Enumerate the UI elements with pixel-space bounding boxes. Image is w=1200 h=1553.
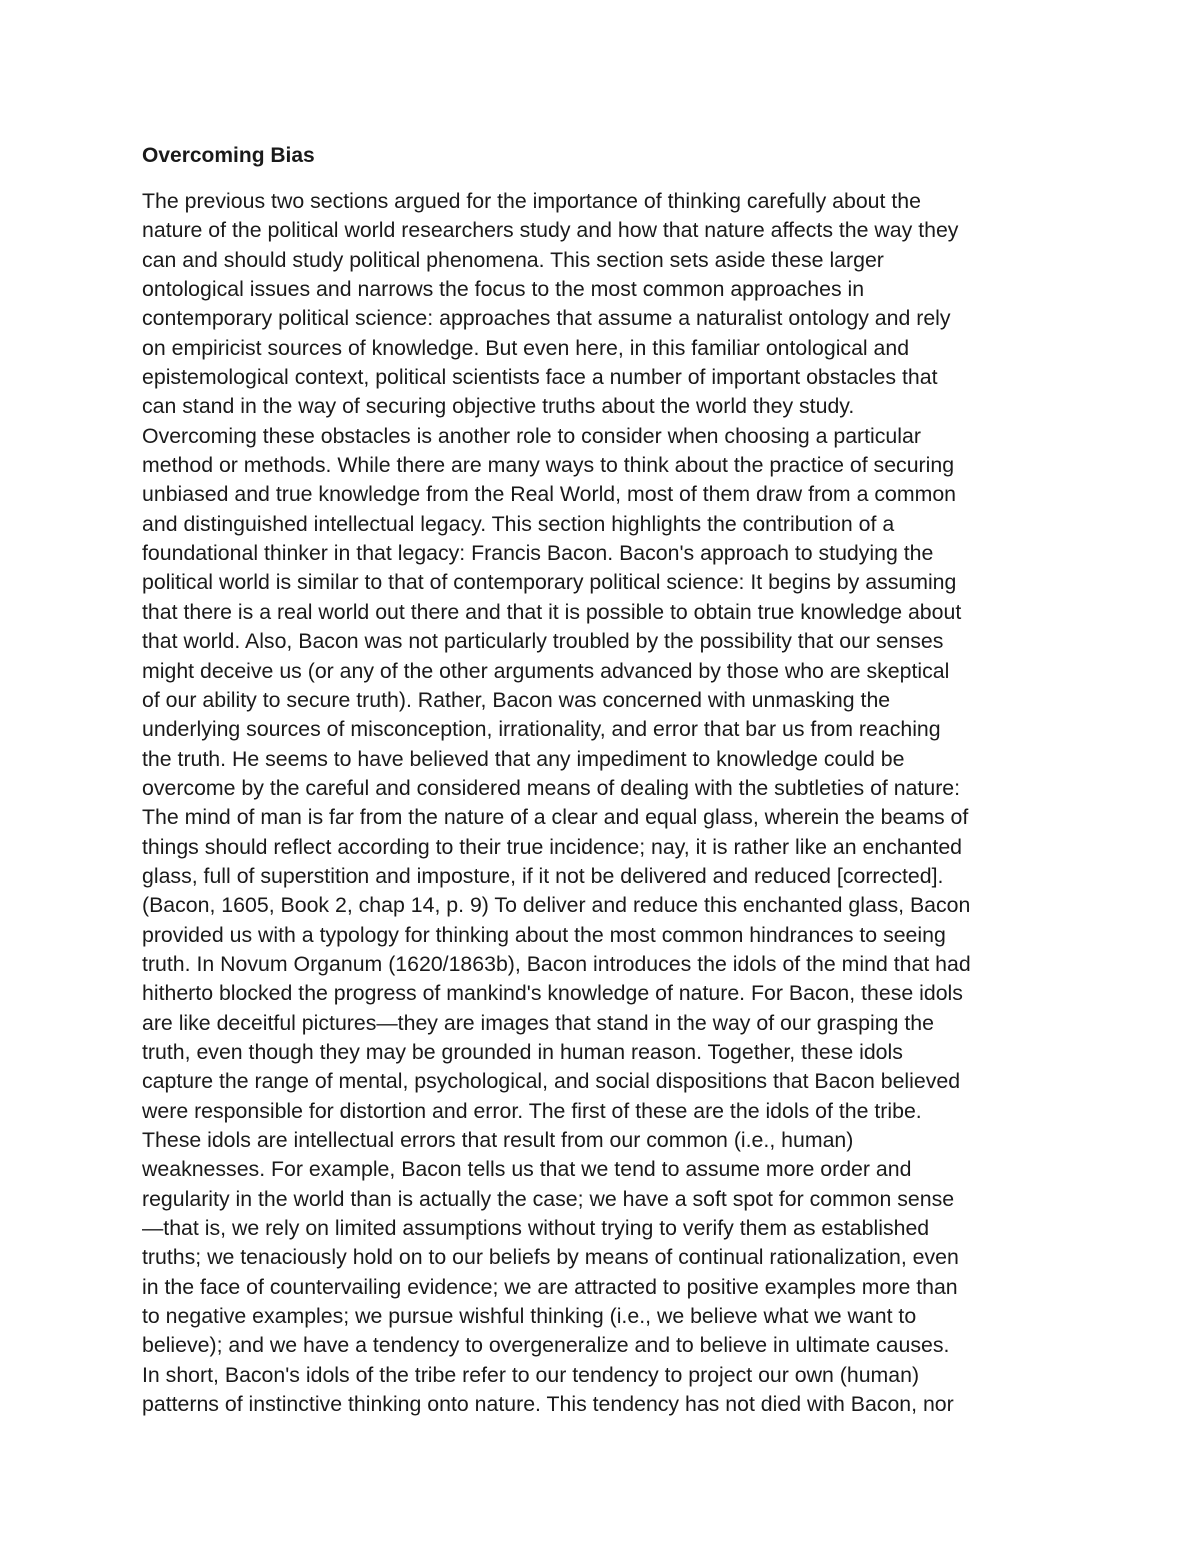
text-line: Overcoming these obstacles is another role to consider when choosing a particular — [142, 423, 921, 448]
text-line: believe); and we have a tendency to overgeneralize and to believe in ultimate causes. — [142, 1333, 950, 1358]
text-line: foundational thinker in that legacy: Francis Bacon. Bacon's approach to studying the — [142, 541, 934, 566]
text-line: truths; we tenaciously hold on to our beliefs by means of continual rationalization, even — [142, 1245, 959, 1270]
text-line: on empiricist sources of knowledge. But even here, in this familiar ontological and — [142, 335, 910, 360]
text-line: The mind of man is far from the nature of a clear and equal glass, wherein the beams of — [142, 805, 969, 830]
text-line: that world. Also, Bacon was not particularly troubled by the possibility that our senses — [142, 629, 944, 654]
text-line: things should reflect according to their true incidence; nay, it is rather like an enchanted — [142, 834, 963, 859]
text-line: patterns of instinctive thinking onto nature. This tendency has not died with Bacon, nor — [142, 1392, 954, 1417]
text-line: the truth. He seems to have believed that any impediment to knowledge could be — [142, 746, 905, 771]
text-line: method or methods. While there are many ways to think about the practice of securing — [142, 453, 955, 478]
text-line: underlying sources of misconception, irrationality, and error that bar us from reaching — [142, 717, 941, 742]
text-line: provided us with a typology for thinking about the most common hindrances to seeing — [142, 922, 946, 947]
text-line: political world is similar to that of contemporary political science: It begins by assuming — [142, 570, 957, 595]
text-line: regularity in the world than is actually the case; we have a soft spot for common sense — [142, 1186, 955, 1211]
text-line: can and should study political phenomena. This section sets aside these larger — [142, 247, 884, 272]
text-line: and distinguished intellectual legacy. This section highlights the contribution of a — [142, 511, 895, 536]
text-line: might deceive us (or any of the other arguments advanced by those who are skeptical — [142, 658, 950, 683]
text-line: ontological issues and narrows the focus to the most common approaches in — [142, 277, 865, 302]
text-line: (Bacon, 1605, Book 2, chap 14, p. 9) To deliver and reduce this enchanted glass, Bacon — [142, 893, 971, 918]
text-line: contemporary political science: approaches that assume a naturalist ontology and rely — [142, 306, 951, 331]
text-line: can stand in the way of securing objective truths about the world they study. — [142, 394, 855, 419]
text-line: In short, Bacon's idols of the tribe refer to our tendency to project our own (human) — [142, 1362, 920, 1387]
text-line: nature of the political world researchers study and how that nature affects the way they — [142, 218, 959, 243]
text-line: The previous two sections argued for the importance of thinking carefully about the — [142, 189, 921, 213]
text-line: hitherto blocked the progress of mankind's knowledge of nature. For Bacon, these idols — [142, 981, 963, 1006]
text-line: These idols are intellectual errors that result from our common (i.e., human) — [142, 1128, 854, 1152]
text-line: capture the range of mental, psychological, and social dispositions that Bacon believed — [142, 1069, 961, 1094]
section-heading: Overcoming Bias — [142, 144, 315, 167]
text-line: truth. In Novum Organum (1620/1863b), Bacon introduces the idols of the mind that had — [142, 951, 971, 976]
text-line: are like deceitful pictures—they are images that stand in the way of our grasping the — [142, 1010, 934, 1035]
text-line: of our ability to secure truth). Rather, Bacon was concerned with unmasking the — [142, 687, 891, 712]
text-line: epistemological context, political scientists face a number of important obstacles that — [142, 365, 938, 390]
text-line: weaknesses. For example, Bacon tells us that we tend to assume more order and — [142, 1157, 912, 1182]
text-line: glass, full of superstition and imposture, if it not be delivered and reduced [corrected]. — [142, 863, 944, 888]
text-line: to negative examples; we pursue wishful thinking (i.e., we believe what we want to — [142, 1304, 917, 1329]
text-line: truth, even though they may be grounded in human reason. Together, these idols — [142, 1039, 903, 1064]
text-line: —that is, we rely on limited assumptions without trying to verify them as established — [142, 1216, 930, 1241]
body-paragraph — [142, 187, 1082, 1419]
text-line: in the face of countervailing evidence; we are attracted to positive examples more than — [142, 1274, 958, 1299]
text-line: were responsible for distortion and error. The first of these are the idols of the tribe. — [142, 1098, 922, 1123]
text-line: unbiased and true knowledge from the Real World, most of them draw from a common — [142, 482, 957, 507]
text-line: that there is a real world out there and that it is possible to obtain true knowledge about — [142, 599, 962, 624]
text-line: overcome by the careful and considered means of dealing with the subtleties of nature: — [142, 775, 961, 800]
